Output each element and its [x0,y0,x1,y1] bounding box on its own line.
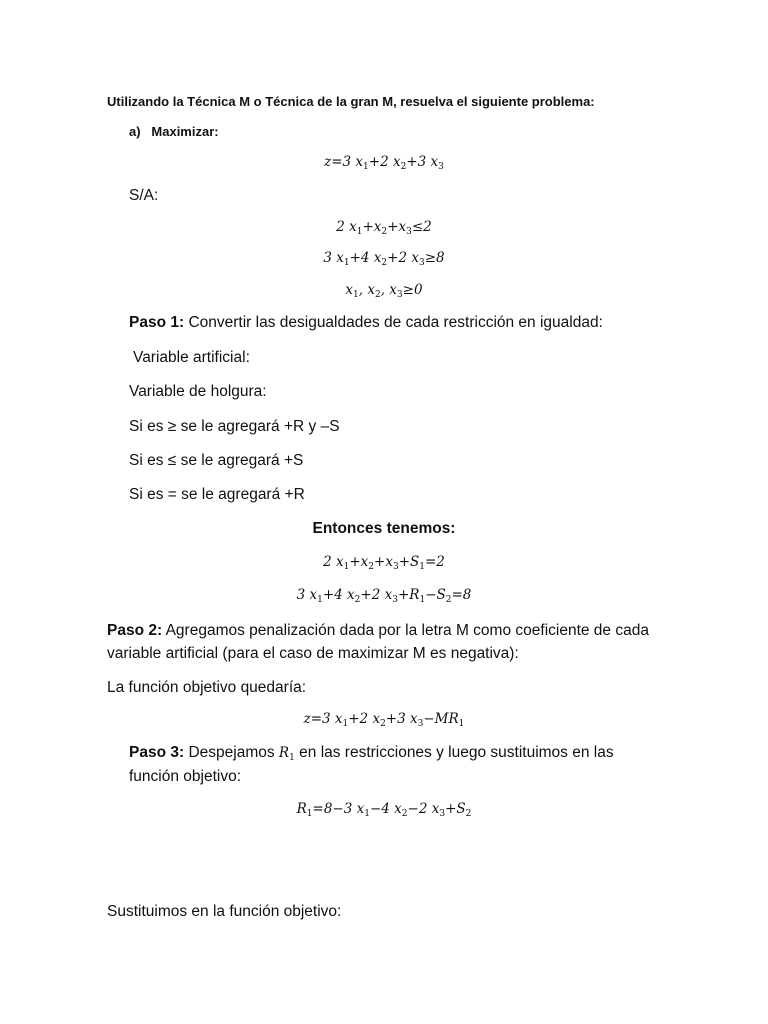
paso3-text-pre: Despejamos [188,744,275,761]
item-a [129,124,219,139]
paso2-label: Paso 2: [107,622,163,639]
sa-label: S/A: [129,187,159,204]
paso1-label: Paso 1: [129,314,185,331]
equality-2: 3 $x_1+4$ $x_2+2$ $x_3+R_1-S_2=8$ [296,587,472,605]
r1-equation: $R_1=8-3$ $x_1-4$ $x_2-2$ $x_3+S_2$ [296,801,472,819]
penalized-objective: z=3 $x_1+2$ $x_2+3$ $x_3-MR_1$ [303,711,465,729]
rule-ge: Si es ≥ se le agregará +R y –S [129,418,340,435]
paso2 [107,619,667,665]
equality-1: 2 $x_1+x_2+x_3+S_1=2$ [323,554,445,572]
funcion-objetivo-label: La función objetivo quedaría: [107,679,307,696]
paso3 [129,741,649,788]
paso3-r1: $R_1$ [278,745,295,763]
paso1-text: Convertir las desigualdades de cada restricción en igualdad: [188,314,603,331]
constraint-2: 3 $x_1+4$ $x_2+2$ $x_3\ge 8$ [323,250,445,268]
paso3-text-post: en las restricciones y luego sustituimos en las función objetivo: [129,744,614,785]
item-a-label: a) [129,124,141,139]
constraint-1: 2 $x_1+x_2+x_3\le 2$ [336,219,432,237]
constraint-nonneg: $x_1$, $x_2$, $x_3\ge 0$ [345,282,423,300]
paso3-label: Paso 3: [129,744,185,761]
item-a-text: Maximizar: [151,124,219,139]
rule-le: Si es ≤ se le agregará +S [129,452,304,469]
intro-text: Utilizando la Técnica M o Técnica de la gran M, resuelva el siguiente problema: [107,94,595,109]
objective-equation: z=3 $x_1+2$ $x_2+3$ $x_3$ [324,154,444,172]
sustituimos-label: Sustituimos en la función objetivo: [107,903,342,920]
paso1 [129,314,603,332]
paso2-text: Agregamos penalización dada por la letra M como coeficiente de cada variable artificial (para el caso de maximizar M es negativa): [107,622,649,662]
entonces-heading: Entonces tenemos: [312,520,456,537]
rule-eq: Si es = se le agregará +R [129,486,305,503]
variable-artificial: Variable artificial: [133,349,250,366]
variable-holgura: Variable de holgura: [129,383,267,400]
